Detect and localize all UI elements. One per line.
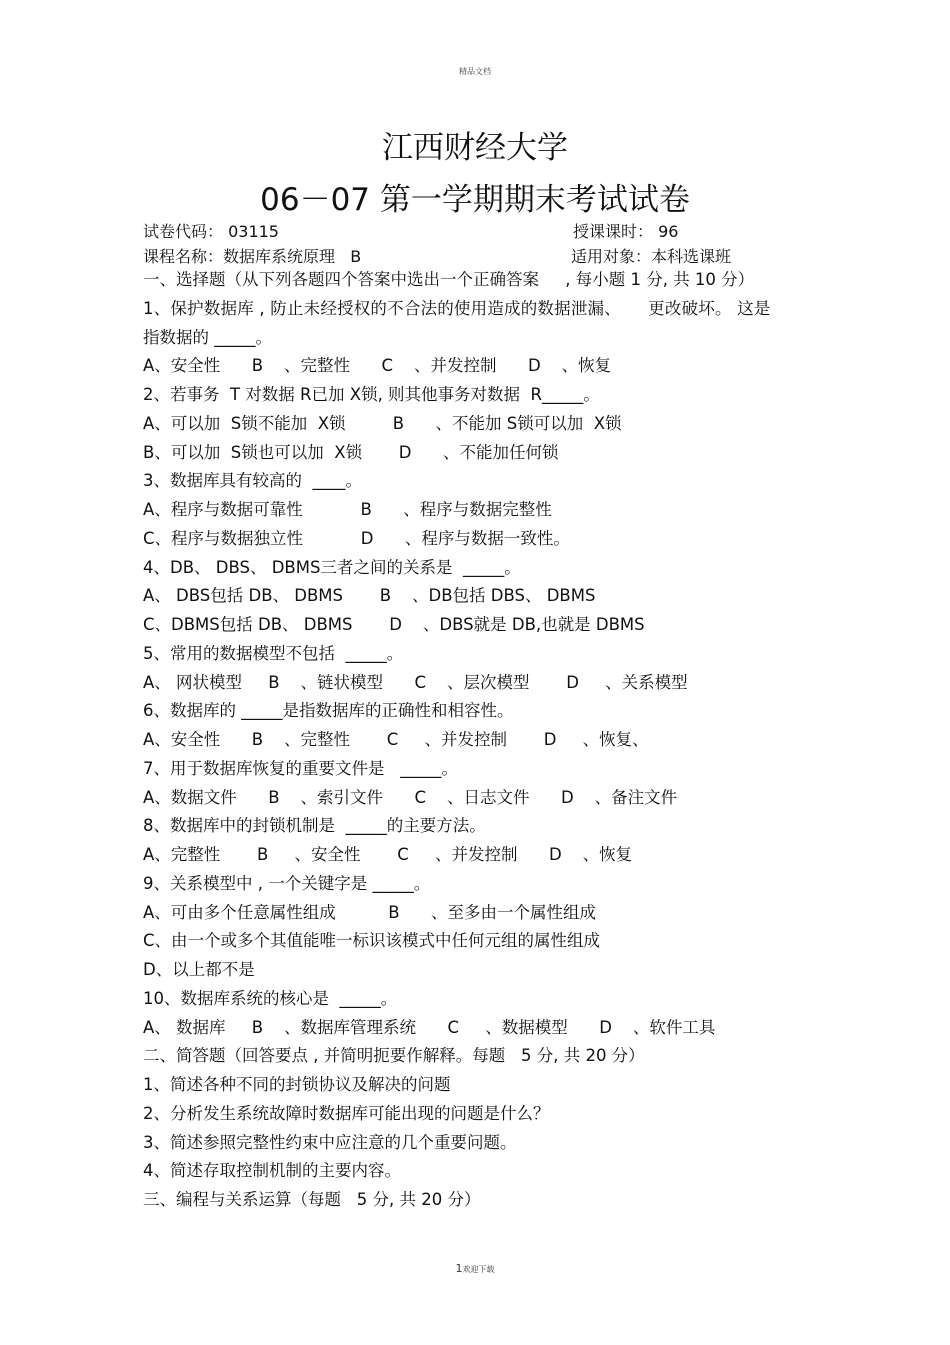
exam-code: 试卷代码： 03115 <box>143 222 279 241</box>
course-hours: 授课课时： 96 <box>573 222 679 241</box>
question-text: 2、若事务 T 对数据 R已加 X锁, 则其他事务对数据 R_____。 <box>143 385 600 404</box>
question-text: 1、简述各种不同的封锁协议及解决的问题 <box>143 1075 451 1094</box>
question-text: 1、保护数据库 , 防止未经授权的不合法的使用造成的数据泄漏、 更改破坏。 这是 <box>143 298 771 318</box>
question-text: 8、数据库中的封锁机制是 _____的主要方法。 <box>143 816 486 836</box>
question-text: 10、数据库系统的核心是 _____。 <box>143 988 398 1008</box>
question-text: 4、DB、 DBS、 DBMS三者之间的关系是 _____。 <box>143 557 521 577</box>
question-text: 6、数据库的 _____是指数据库的正确性和相容性。 <box>143 701 514 721</box>
answer-options: A、可以加 S锁不能加 X锁 B 、不能加 S锁可以加 X锁 <box>143 413 622 433</box>
question-text: 7、用于数据库恢复的重要文件是 _____。 <box>143 758 458 778</box>
answer-options: D、以上都不是 <box>143 960 255 979</box>
section-heading: 二、简答题（回答要点 , 并简明扼要作解释。每题 5 分, 共 20 分） <box>143 1046 645 1066</box>
question-text: 9、关系模型中 , 一个关键字是 _____。 <box>143 873 431 893</box>
exam-title: 06－07 第一学期期末考试试卷 <box>260 182 690 218</box>
answer-options: C、DBMS包括 DB、 DBMS D 、DBS就是 DB,也就是 DBMS <box>143 615 645 634</box>
answer-options: A、程序与数据可靠性 B 、程序与数据完整性 <box>143 500 552 519</box>
page-number: 1 <box>455 1262 463 1275</box>
answer-options: C、由一个或多个其值能唯一标识该模式中任何元组的属性组成 <box>143 931 601 951</box>
answer-options: A、可由多个任意属性组成 B 、至多由一个属性组成 <box>143 902 597 922</box>
question-text: 3、简述参照完整性约束中应注意的几个重要问题。 <box>143 1132 517 1152</box>
exam-body <box>143 266 823 1215</box>
question-text: 5、常用的数据模型不包括 _____。 <box>143 643 404 663</box>
answer-options: A、数据文件 B 、索引文件 C 、日志文件 D 、备注文件 <box>143 787 678 807</box>
meta-row-2 <box>143 244 732 267</box>
question-text: 3、数据库具有较高的 ____。 <box>143 471 362 491</box>
answer-options: C、程序与数据独立性 D 、程序与数据一致性。 <box>143 528 570 548</box>
meta-row-1 <box>143 219 679 242</box>
answer-options: A、 网状模型 B 、链状模型 C 、层次模型 D 、关系模型 <box>143 672 688 692</box>
answer-options: A、完整性 B 、安全性 C 、并发控制 D 、恢复 <box>143 845 633 864</box>
question-text: 指数据的 _____。 <box>143 327 272 347</box>
course-name: 课程名称：数据库系统原理 B <box>143 247 362 266</box>
answer-options: A、安全性 B 、完整性 C 、并发控制 D 、恢复 <box>143 356 612 376</box>
university-title: 江西财经大学 <box>382 130 568 166</box>
answer-options: A、 DBS包括 DB、 DBMS B 、DB包括 DBS、 DBMS <box>143 586 596 606</box>
answer-options: B、可以加 S锁也可以加 X锁 D 、不能加任何锁 <box>143 442 559 462</box>
answer-options: A、安全性 B 、完整性 C 、并发控制 D 、恢复、 <box>143 730 649 749</box>
page-footer <box>0 1262 950 1275</box>
question-text: 4、简述存取控制机制的主要内容。 <box>143 1161 401 1181</box>
page-header: 精品文档 <box>459 67 491 76</box>
footer-text: 欢迎下载 <box>462 1265 495 1274</box>
audience: 适用对象：本科选课班 <box>571 247 732 266</box>
question-text: 2、分析发生系统故障时数据库可能出现的问题是什么？ <box>143 1103 550 1123</box>
section-heading: 一、选择题（从下列各题四个答案中选出一个正确答案 , 每小题 1 分, 共 10 分） <box>143 270 755 289</box>
section-heading: 三、编程与关系运算（每题 5 分, 共 20 分） <box>143 1190 481 1209</box>
answer-options: A、 数据库 B 、数据库管理系统 C 、数据模型 D 、软件工具 <box>143 1017 716 1037</box>
